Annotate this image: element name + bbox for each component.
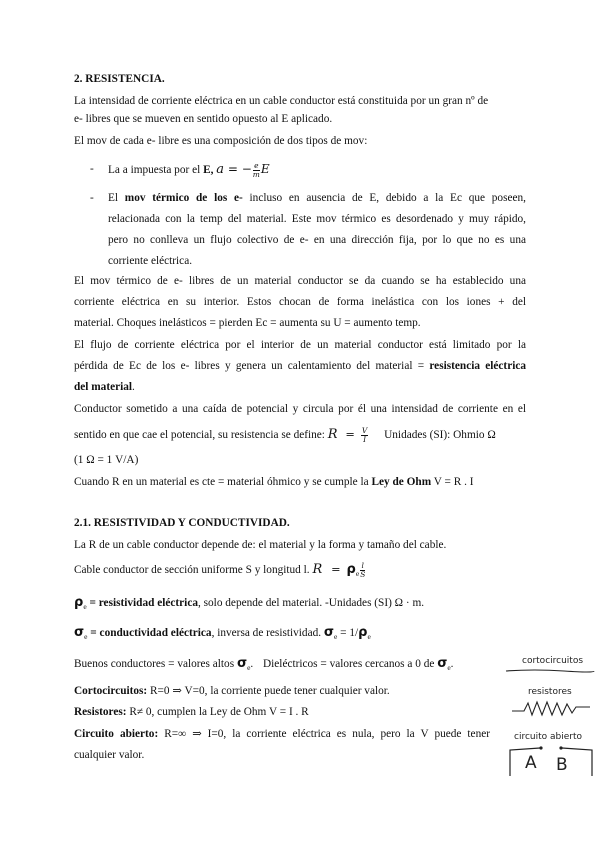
math-eq: = [345,428,355,441]
good-conductors-line: Buenos conductores = valores altos $\sigma_e$. [74,656,254,672]
rho-symbol: ρ [74,595,84,610]
bullet-bold: mov térmico de los e- [124,192,243,204]
math-R: R [327,427,338,442]
bullet-dash: - [90,192,94,204]
term-resistencia-electrica: resistencia eléctrica [429,360,527,372]
paragraph-line: (1 Ω = 1 V/A) [74,454,139,466]
paragraph-line: Cuando R en un material es cte = material óhmico y se cumple la Ley de Ohm V = R . I [74,476,474,488]
paragraph-line: El flujo de corriente eléctrica por el interior de un material conductor está limitado por la [74,339,526,351]
math-eq: = − [224,162,252,176]
sketch-circuito-abierto-label: circuito abierto [514,732,583,742]
sketch-resistor-zigzag [510,697,594,719]
math-a: a [216,162,225,177]
section-heading-resistividad: 2.1. RESISTIVIDAD Y CONDUCTIVIDAD. [74,517,290,529]
math-E: E [260,162,270,176]
bullet-bold: E, [203,164,214,176]
resistivity-definition: $\rho_e$ = resistividad eléctrica, solo depende del material. -Unidades (SI) Ω · m. [74,595,425,611]
conductivity-definition: $\sigma_e$ = conductividad eléctrica, inversa de resistividad. $\sigma_e = 1/\rho_e$ [74,625,371,641]
sketch-resistores-label: resistores [528,687,572,697]
bullet-line: pero no conlleva un flujo colectivo de e- en una dirección fija, por lo que no es una [108,234,526,246]
term-resistividad: = resistividad eléctrica [86,597,198,609]
units-text: Unidades (SI): Ohmio Ω [384,429,496,441]
fraction-numerator: V [361,425,368,435]
math-R: R [312,562,323,577]
sigma-symbol: σ [74,625,85,640]
sigma-symbol: σ [323,625,335,640]
fraction-denominator: I [363,434,367,444]
bullet-acceleration [108,159,270,180]
sketch-terminal-a: A [525,753,537,773]
bullet-line: El mov térmico de los e- incluso en ausencia de E, debido a la Ec que poseen, [108,192,526,204]
paragraph-line: Conductor sometido a una caída de potencial y circula por él una intensidad de corriente en el [74,403,526,415]
fraction-V-over-I [361,427,368,444]
sketch-cortocircuitos-label: cortocircuitos [522,656,584,666]
term-conductividad: = conductividad eléctrica [87,627,212,639]
fraction-numerator: e [254,160,259,170]
section-heading-resistencia: 2. RESISTENCIA. [74,73,165,85]
bullet-text: La a impuesta por el [108,164,204,176]
fraction-l-over-S [360,562,365,579]
bullet-dash: - [90,163,94,175]
rho-symbol: ρ [358,625,368,640]
paragraph-line: corriente eléctrica en su interior. Estos chocan de forma inelástica con los iones + del [74,296,526,308]
cortocircuitos-line: Cortocircuitos: R=0 ⇒ V=0, la corriente puede tener cualquier valor. [74,685,390,697]
fraction-denominator: S [360,569,366,579]
paragraph-line: pérdida de Ec de los e- libres y genera un calentamiento del material = resistencia eléctrica [74,360,527,372]
paragraph-line: material. Choques inelásticos = pierden Ec = aumenta su U = aumento temp. [74,317,421,329]
resistivity-formula-line: Cable conductor de sección uniforme S y longitud l. $R = \rho_e$ $\frac{l}{S}$ [74,560,366,579]
dielectrics-line: Dieléctricos = valores cercanos a 0 de $\sigma_e$. [263,656,454,672]
rho-symbol: ρ [346,562,356,577]
sigma-symbol: σ [236,656,248,671]
term-ley-de-ohm: Ley de Ohm [371,476,432,488]
paragraph-line: La intensidad de corriente eléctrica en un cable conductor está constituida por un gran nº de [74,95,489,107]
circuito-abierto-line: Circuito abierto: R=∞ ⇒ I=0, la corriente eléctrica es nula, pero la V puede tener [74,728,490,740]
subscript: e [355,569,360,578]
sketch-open-circuit [504,742,596,778]
paragraph-line: El mov térmico de e- libres de un material conductor se da cuando se ha establecido una [74,275,526,287]
paragraph-line: del material. [74,381,135,393]
resistance-definition: sentido en que cae el potencial, su resistencia se define: R = $\frac{V}{I}$ Unidades (SI): Ohmio Ω [74,425,496,444]
math-eq: = [331,563,341,576]
sketch-terminal-b: B [556,755,568,775]
sketch-cortocircuitos-wire [504,667,596,675]
fraction-denominator: m [252,169,260,179]
bullet-line: relacionada con la temp del material. Este mov térmico es desordenado y muy rápido, [108,213,526,225]
bullet-line: corriente eléctrica. [108,255,193,267]
paragraph-line: La R de un cable conductor depende de: el material y la forma y tamaño del cable. [74,539,447,551]
fraction-e-over-m [253,162,260,179]
resistores-line: Resistores: R≠ 0, cumplen la Ley de Ohm V = I . R [74,706,309,718]
paragraph-line: e- libres que se mueven en sentido opuesto al E aplicado. [74,113,333,125]
paragraph-line: El mov de cada e- libre es una composición de dos tipos de mov: [74,135,368,147]
fraction-numerator: l [361,560,364,570]
sigma-symbol: σ [437,656,448,671]
paragraph-line: cualquier valor. [74,749,145,761]
